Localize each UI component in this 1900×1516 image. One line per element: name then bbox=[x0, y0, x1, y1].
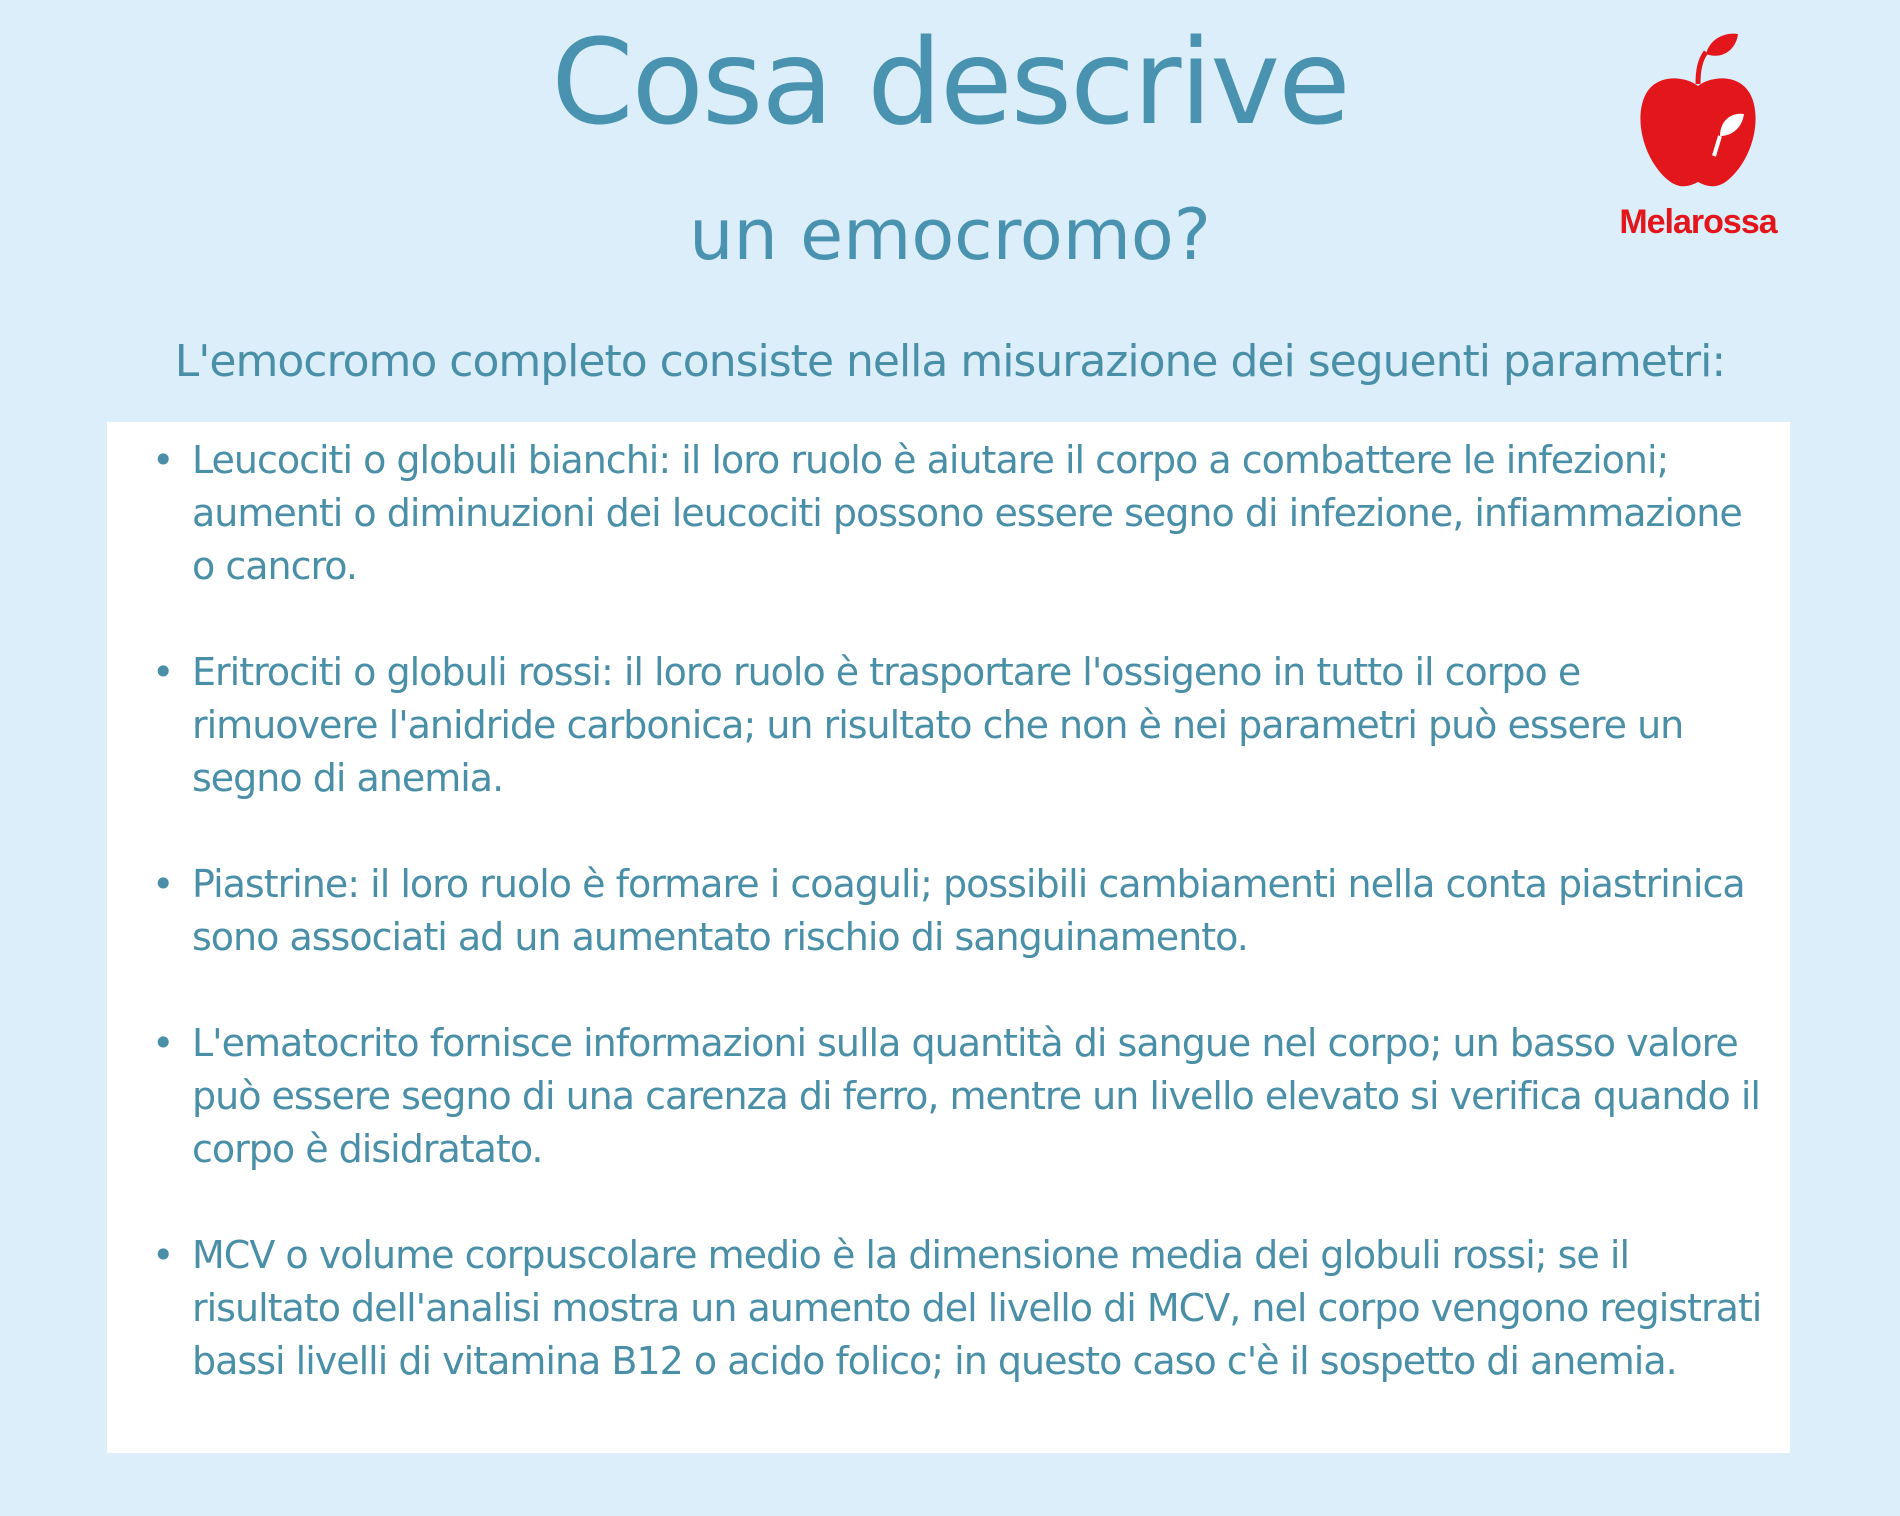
parameters-list bbox=[152, 434, 1772, 1441]
brand-name: Melarossa bbox=[1619, 203, 1777, 241]
brand-logo bbox=[1598, 32, 1798, 242]
content-panel bbox=[107, 422, 1790, 1453]
bullet-icon: • bbox=[152, 438, 174, 482]
list-item-text: Piastrine: il loro ruolo è formare i coaguli; possibili cambiamenti nella conta piastrinica sono associati ad un aumentato rischio di sanguinamento. bbox=[192, 862, 1745, 959]
list-item bbox=[152, 858, 1772, 964]
list-item-text: Eritrociti o globuli rossi: il loro ruolo è trasportare l'ossigeno in tutto il corpo e rimuovere l'anidride carbonica; un risultato che non è nei parametri può essere un segno di anemia. bbox=[192, 650, 1684, 800]
bullet-icon: • bbox=[152, 650, 174, 694]
apple-icon bbox=[1636, 32, 1760, 192]
page-subtitle: un emocromo? bbox=[689, 194, 1211, 276]
intro-text: L'emocromo completo consiste nella misurazione dei seguenti parametri: bbox=[174, 336, 1726, 387]
list-item-text: Leucociti o globuli bianchi: il loro ruolo è aiutare il corpo a combattere le infezioni; aumenti o diminuzioni dei leucociti possono essere segno di infezione, infiammazione o cancro. bbox=[192, 438, 1742, 588]
list-item bbox=[152, 646, 1772, 805]
list-item bbox=[152, 1229, 1772, 1388]
bullet-icon: • bbox=[152, 1021, 174, 1065]
list-item-text: MCV o volume corpuscolare medio è la dimensione media dei globuli rossi; se il risultato dell'analisi mostra un aumento del livello di MCV, nel corpo vengono registrati bassi livelli di vitamina B12 o acido folico; in questo caso c'è il sospetto di anemia. bbox=[192, 1233, 1762, 1383]
bullet-icon: • bbox=[152, 1233, 174, 1277]
bullet-icon: • bbox=[152, 862, 174, 906]
list-item bbox=[152, 434, 1772, 593]
page-title: Cosa descrive bbox=[551, 13, 1349, 151]
list-item bbox=[152, 1017, 1772, 1176]
list-item-text: L'ematocrito fornisce informazioni sulla quantità di sangue nel corpo; un basso valore può essere segno di una carenza di ferro, mentre un livello elevato si verifica quando il corpo è disidratato. bbox=[192, 1021, 1760, 1171]
